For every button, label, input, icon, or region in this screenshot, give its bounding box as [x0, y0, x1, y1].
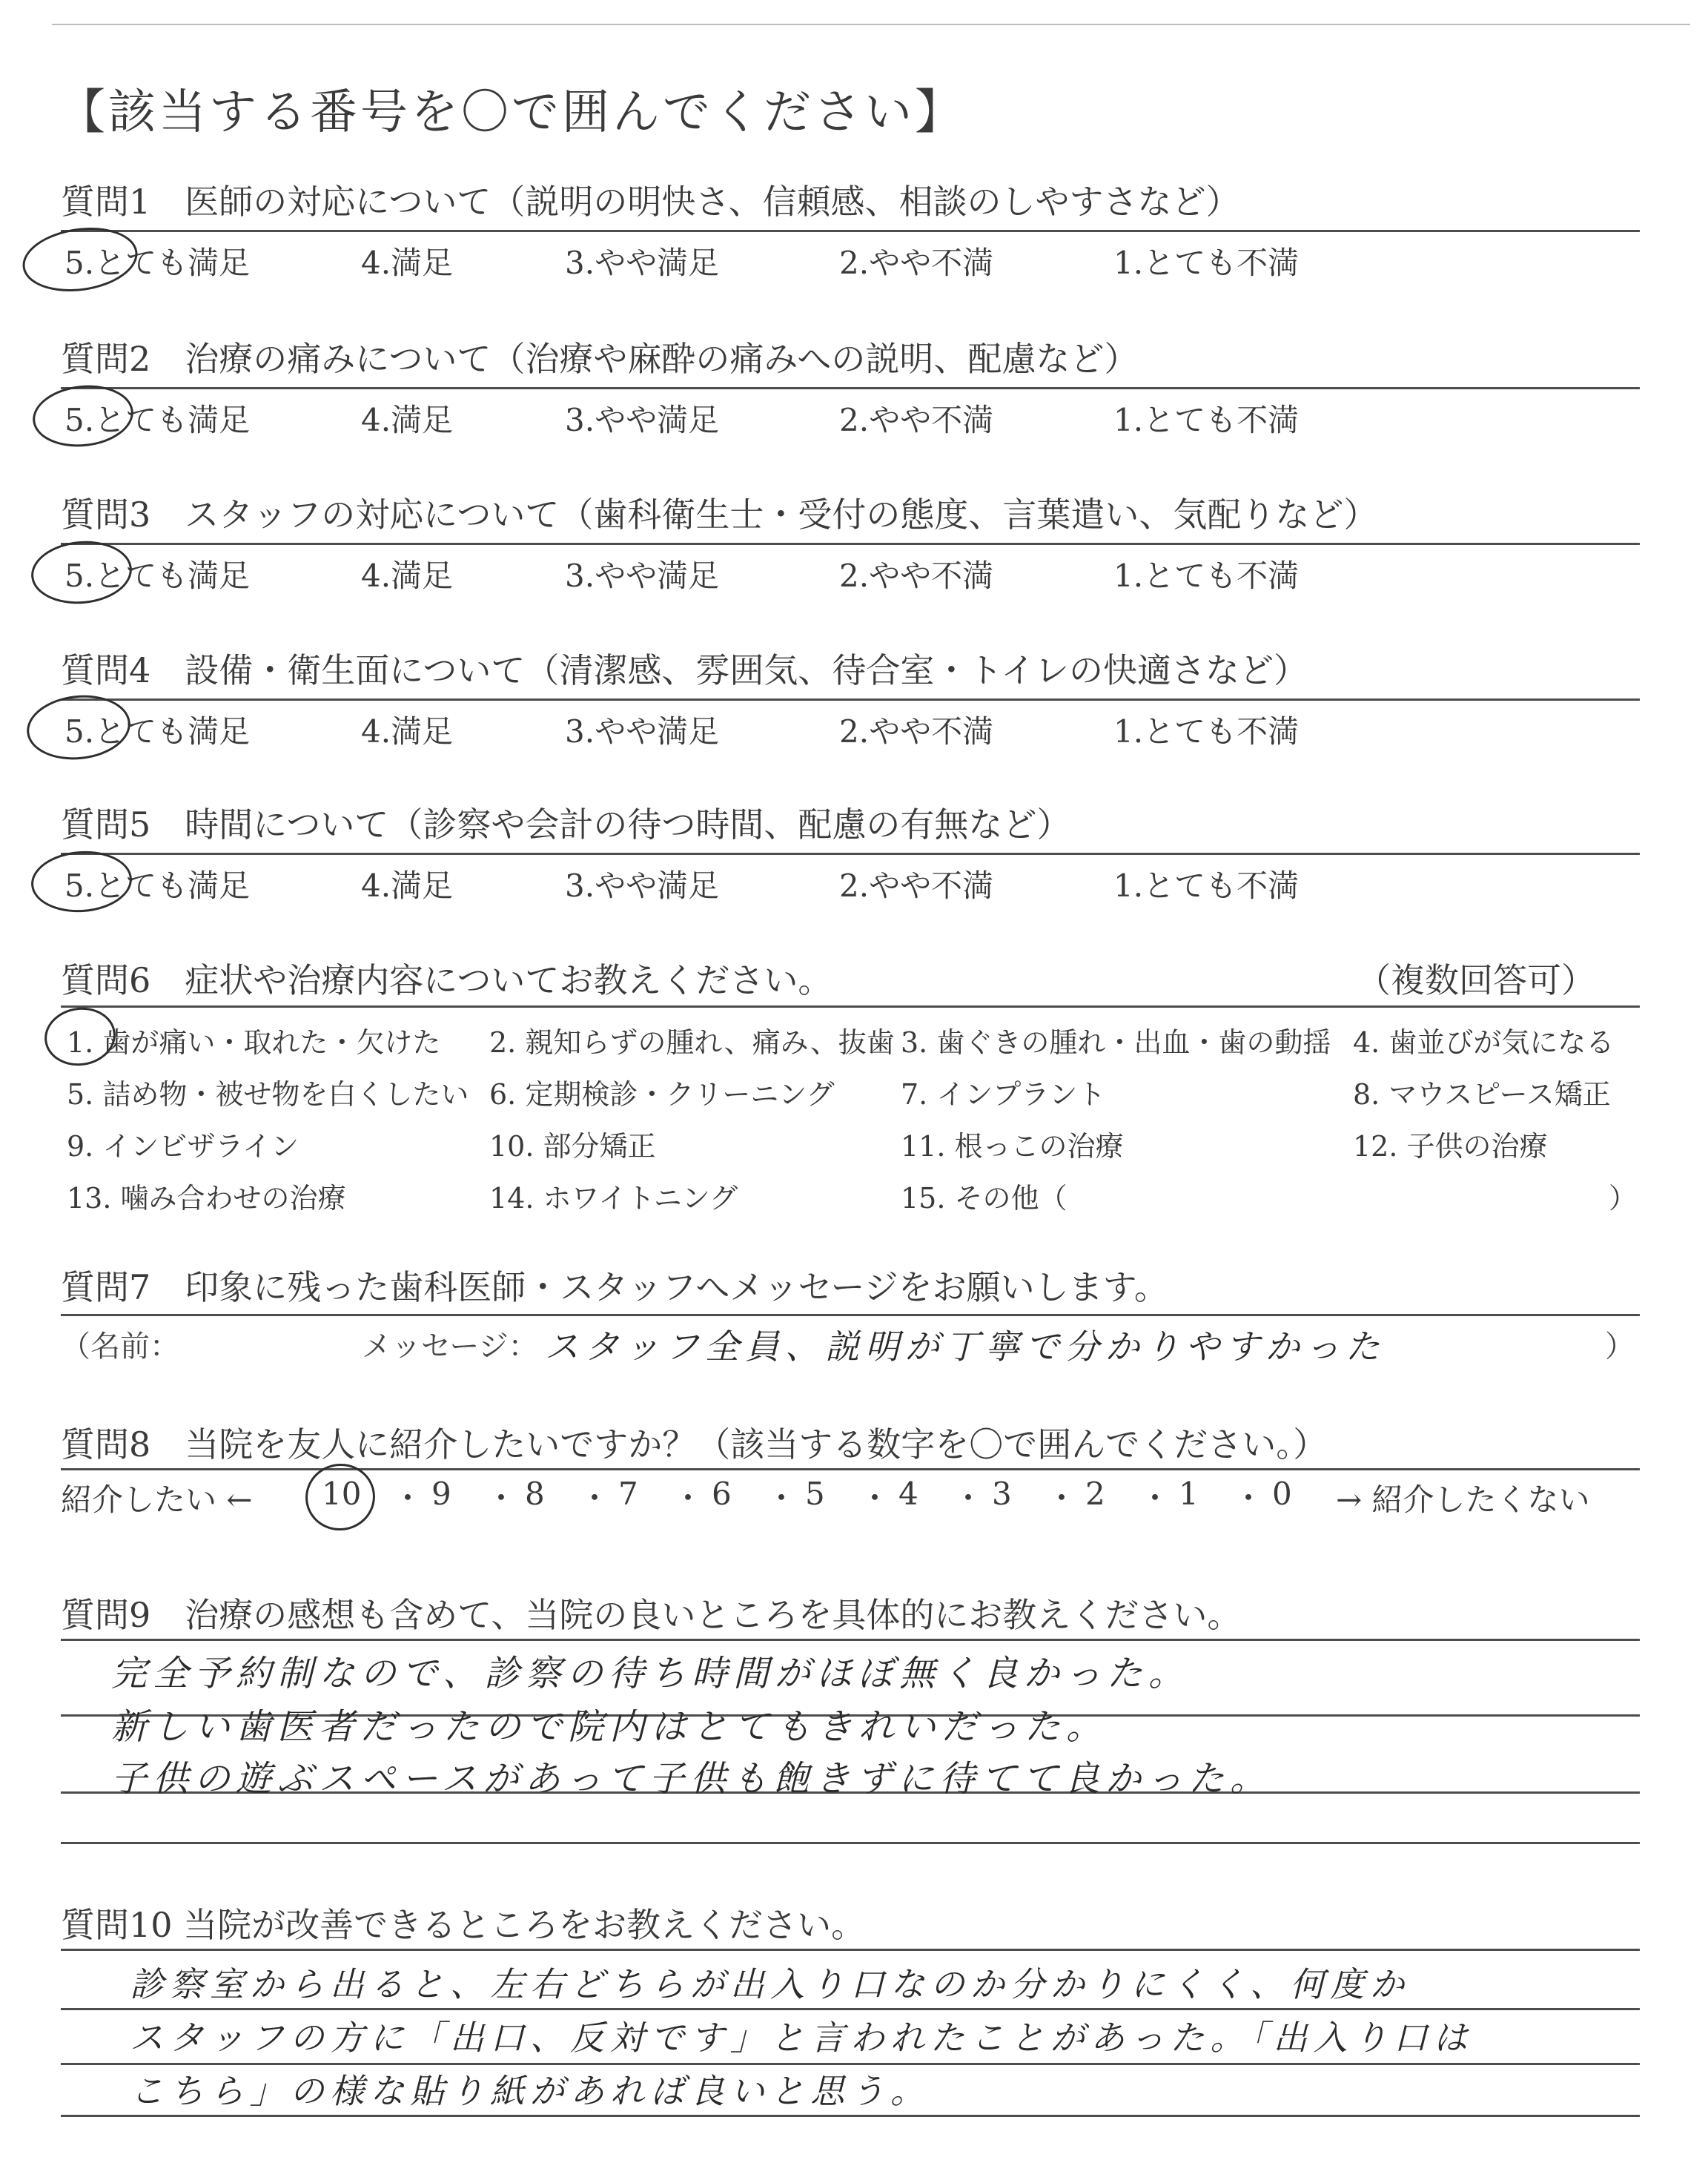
message-label: メッセージ： — [362, 1330, 538, 1364]
option-3[interactable]: 3.やや満足 — [565, 558, 720, 594]
dot-separator: ・ — [1233, 1480, 1265, 1516]
q10-answer-line-1: 診察室から出ると、左右どちらが出入り口なのか分かりにくく、何度か — [130, 1964, 1411, 2004]
q3-options — [61, 552, 1640, 596]
dot-separator: ・ — [1139, 1480, 1171, 1516]
divider — [61, 543, 1640, 545]
dot-separator: ・ — [1046, 1480, 1078, 1516]
dot-separator: ・ — [579, 1480, 611, 1516]
option-4[interactable]: 4.満足 — [361, 713, 454, 750]
option-1[interactable]: 1.とても不満 — [1113, 558, 1300, 594]
message-answer: スタッフ全員、説明が丁寧で分かりやすかった — [545, 1327, 1386, 1367]
option-5[interactable]: 5.とても満足 — [64, 245, 251, 281]
q6-item-1[interactable]: 1. 歯が痛い・取れた・欠けた — [67, 1026, 441, 1059]
question-5: 質問5 時間について（診察や会計の待つ時間、配慮の有無など） — [61, 805, 1071, 845]
q6-item-3[interactable]: 3. 歯ぐきの腫れ・出血・歯の動揺 — [901, 1026, 1331, 1059]
scale-10[interactable]: 10 — [322, 1476, 362, 1512]
question-7: 質問7 印象に残った歯科医師・スタッフへメッセージをお願いします。 — [61, 1267, 1168, 1307]
option-1[interactable]: 1.とても不満 — [1113, 402, 1300, 438]
selection-circle — [24, 690, 133, 764]
option-1[interactable]: 1.とても不満 — [1113, 868, 1300, 904]
option-5[interactable]: 5.とても満足 — [64, 713, 251, 750]
q6-item-11[interactable]: 11. 根っこの治療 — [901, 1130, 1124, 1163]
question-6: 質問6 症状や治療内容についてお教えください。 — [61, 960, 833, 1000]
scale-1[interactable]: 1 — [1179, 1476, 1199, 1512]
scale-8[interactable]: 8 — [525, 1476, 545, 1512]
q6-item-8[interactable]: 8. マウスピース矯正 — [1353, 1078, 1611, 1111]
q6-item-10[interactable]: 10. 部分矯正 — [489, 1130, 656, 1163]
question-8: 質問8 当院を友人に紹介したいですか？（該当する数字を〇で囲んでください。） — [61, 1424, 1328, 1464]
option-2[interactable]: 2.やや不満 — [839, 868, 994, 904]
scale-3[interactable]: 3 — [992, 1476, 1012, 1512]
dot-separator: ・ — [766, 1480, 798, 1516]
dot-separator: ・ — [392, 1480, 424, 1516]
scale-2[interactable]: 2 — [1085, 1476, 1105, 1512]
q10-answer-line-3: こちら」の様な貼り紙があれば良いと思う。 — [130, 2071, 930, 2111]
answer-line — [61, 1842, 1640, 1844]
divider — [61, 698, 1640, 701]
question-9: 質問9 治療の感想も含めて、当院の良いところを具体的にお教えください。 — [61, 1595, 1242, 1635]
scale-6[interactable]: 6 — [712, 1476, 732, 1512]
option-3[interactable]: 3.やや満足 — [565, 868, 720, 904]
divider — [61, 853, 1640, 855]
q6-item-15-close: ） — [1609, 1182, 1638, 1215]
answer-line — [61, 2008, 1640, 2010]
divider — [61, 387, 1640, 389]
q6-item-14[interactable]: 14. ホワイトニング — [489, 1182, 738, 1215]
dot-separator: ・ — [859, 1480, 891, 1516]
option-3[interactable]: 3.やや満足 — [565, 245, 720, 281]
q6-item-15[interactable]: 15. その他（ — [901, 1182, 1068, 1215]
scale-0[interactable]: 0 — [1272, 1476, 1292, 1512]
option-3[interactable]: 3.やや満足 — [565, 713, 720, 750]
scale-right-label: → 紹介したくない — [1336, 1482, 1590, 1518]
q6-item-7[interactable]: 7. インプラント — [901, 1078, 1106, 1111]
page-title: 【該当する番号を〇で囲んでください】 — [58, 85, 965, 140]
question-4: 質問4 設備・衛生面について（清潔感、雰囲気、待合室・トイレの快適さなど） — [61, 650, 1308, 690]
option-4[interactable]: 4.満足 — [361, 868, 454, 904]
q6-item-9[interactable]: 9. インビザライン — [67, 1130, 299, 1163]
scale-5[interactable]: 5 — [805, 1476, 825, 1512]
option-2[interactable]: 2.やや不満 — [839, 402, 994, 438]
divider — [61, 1314, 1640, 1316]
q9-answer-line-3: 子供の遊ぶスペースがあって子供も飽きずに待てて良かった。 — [111, 1758, 1272, 1800]
selection-circle — [30, 380, 136, 452]
q6-item-12[interactable]: 12. 子供の治療 — [1353, 1130, 1548, 1163]
q4-options — [61, 707, 1640, 752]
option-1[interactable]: 1.とても不満 — [1113, 245, 1300, 281]
divider — [61, 1005, 1640, 1008]
q6-item-4[interactable]: 4. 歯並びが気になる — [1353, 1026, 1615, 1059]
dot-separator: ・ — [953, 1480, 984, 1516]
scale-7[interactable]: 7 — [618, 1476, 638, 1512]
selection-circle — [19, 221, 142, 299]
answer-line — [61, 1639, 1640, 1641]
q9-answer-line-1: 完全予約制なので、診察の待ち時間がほぼ無く良かった。 — [111, 1653, 1191, 1694]
answer-line — [61, 2115, 1640, 2117]
option-5[interactable]: 5.とても満足 — [64, 558, 251, 594]
top-border — [52, 24, 1690, 25]
dot-separator: ・ — [672, 1480, 704, 1516]
dot-separator: ・ — [486, 1480, 517, 1516]
scale-left-label: 紹介したい ← — [61, 1482, 253, 1518]
option-1[interactable]: 1.とても不満 — [1113, 713, 1300, 750]
option-4[interactable]: 4.満足 — [361, 558, 454, 594]
q5-options — [61, 862, 1640, 906]
divider — [61, 1468, 1640, 1470]
name-label: （名前： — [61, 1330, 179, 1364]
option-5[interactable]: 5.とても満足 — [64, 868, 251, 904]
multiple-answer-note: （複数回答可） — [1357, 960, 1595, 1000]
message-close: ） — [1605, 1330, 1635, 1364]
divider — [61, 230, 1640, 232]
option-2[interactable]: 2.やや不満 — [839, 245, 994, 281]
selection-circle — [29, 537, 135, 608]
question-2: 質問2 治療の痛みについて（治療や麻酔の痛みへの説明、配慮など） — [61, 339, 1139, 379]
option-3[interactable]: 3.やや満足 — [565, 402, 720, 438]
q6-item-5[interactable]: 5. 詰め物・被せ物を白くしたい — [67, 1078, 469, 1111]
option-2[interactable]: 2.やや不満 — [839, 558, 994, 594]
question-1: 質問1 医師の対応について（説明の明快さ、信頼感、相談のしやすさなど） — [61, 182, 1240, 222]
option-2[interactable]: 2.やや不満 — [839, 713, 994, 750]
question-3: 質問3 スタッフの対応について（歯科衛生士・受付の態度、言葉遣い、気配りなど） — [61, 495, 1378, 535]
q6-item-13[interactable]: 13. 噛み合わせの治療 — [67, 1182, 346, 1215]
q6-item-2[interactable]: 2. 親知らずの腫れ、痛み、抜歯 — [489, 1026, 895, 1059]
answer-line — [61, 1949, 1640, 1951]
scale-9[interactable]: 9 — [431, 1476, 451, 1512]
q9-answer-line-2: 新しい歯医者だったので院内はとてもきれいだった。 — [111, 1706, 1108, 1748]
q6-item-6[interactable]: 6. 定期検診・クリーニング — [489, 1078, 835, 1111]
scale-4[interactable]: 4 — [898, 1476, 918, 1512]
option-4[interactable]: 4.満足 — [361, 245, 454, 281]
question-10: 質問10 当院が改善できるところをお教えください。 — [61, 1905, 866, 1945]
option-4[interactable]: 4.満足 — [361, 402, 454, 438]
option-5[interactable]: 5.とても満足 — [64, 402, 251, 438]
q10-answer-line-2: スタッフの方に「出口、反対です」と言われたことがあった。「出入り口は — [130, 2018, 1474, 2058]
q1-options — [61, 239, 1640, 283]
q2-options — [61, 396, 1640, 440]
